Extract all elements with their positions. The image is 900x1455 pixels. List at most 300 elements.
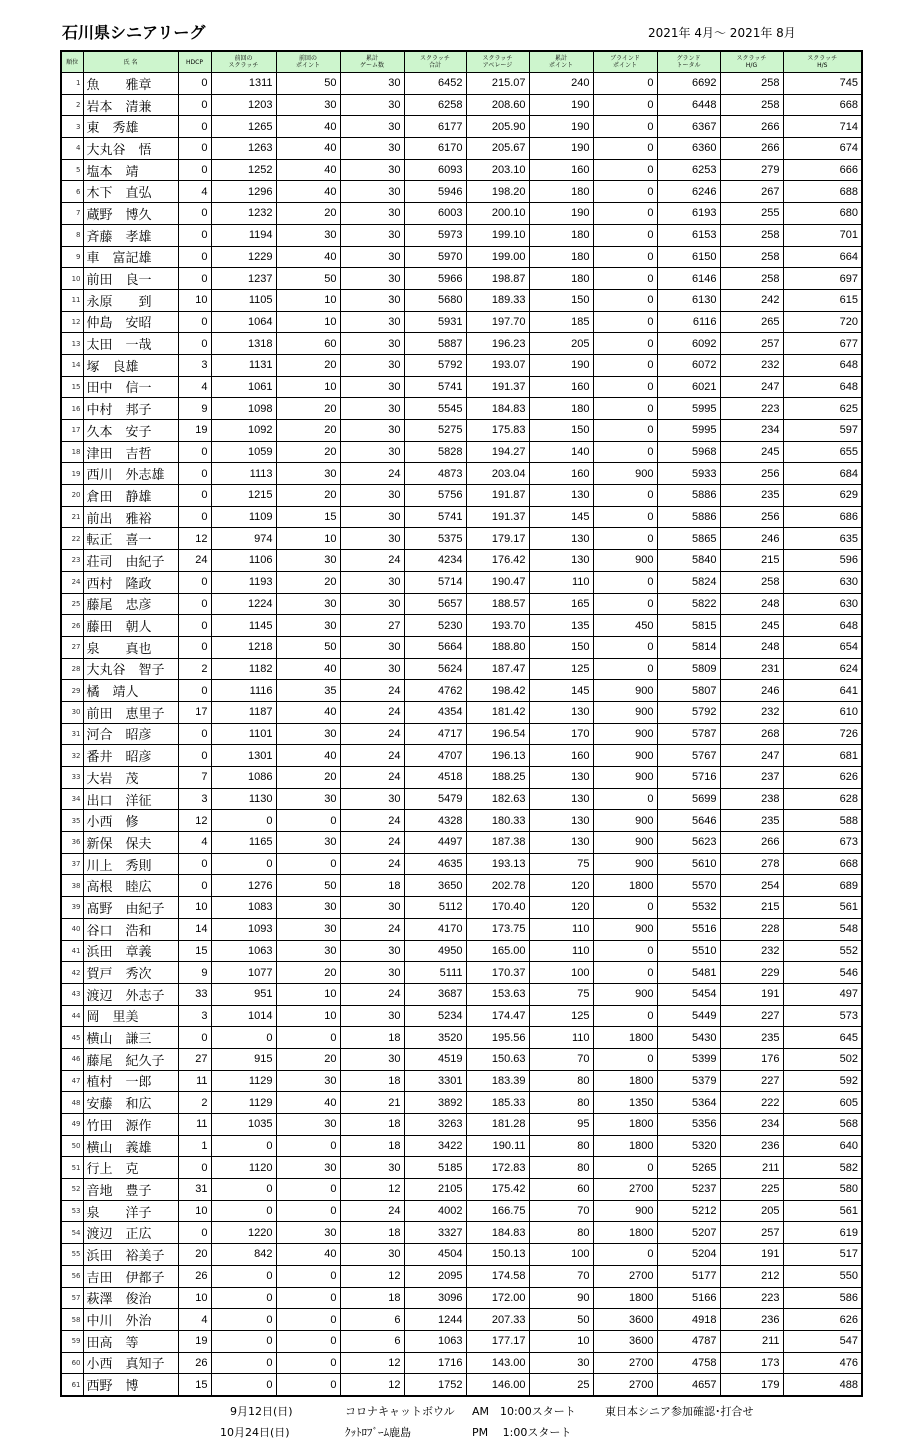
- cell-scratch-average: 208.60: [466, 94, 529, 116]
- table-row: [61, 962, 862, 984]
- cell-grand-total: 5320: [657, 1135, 720, 1157]
- cell-name: 蔵野 博久: [83, 203, 178, 225]
- cell-scratch-total: 6170: [404, 138, 466, 160]
- cell-games: 30: [340, 658, 404, 680]
- cell-scratch-total: 5657: [404, 593, 466, 615]
- cell-hdcp: 0: [178, 441, 211, 463]
- cell-blind-point: 0: [593, 94, 657, 116]
- cell-rank: 25: [61, 593, 83, 615]
- page-title: 石川県シニアリーグ: [62, 23, 206, 42]
- cell-point-total: 145: [529, 506, 593, 528]
- cell-scratch-average: 166.75: [466, 1200, 529, 1222]
- cell-blind-point: 0: [593, 224, 657, 246]
- cell-grand-total: 6150: [657, 246, 720, 268]
- cell-high-game: 245: [720, 441, 783, 463]
- cell-rank: 35: [61, 810, 83, 832]
- cell-point-total: 70: [529, 1265, 593, 1287]
- cell-high-series: 648: [783, 376, 862, 398]
- cell-prev-point: 20: [276, 1048, 340, 1070]
- cell-scratch-total: 4707: [404, 745, 466, 767]
- cell-games: 6: [340, 1330, 404, 1352]
- cell-games: 30: [340, 897, 404, 919]
- cell-point-total: 130: [529, 528, 593, 550]
- cell-point-total: 180: [529, 398, 593, 420]
- cell-games: 24: [340, 723, 404, 745]
- cell-games: 30: [340, 116, 404, 138]
- cell-scratch-average: 198.20: [466, 181, 529, 203]
- cell-hdcp: 0: [178, 463, 211, 485]
- cell-scratch-total: 4328: [404, 810, 466, 832]
- cell-prev-scratch: 1203: [211, 94, 276, 116]
- cell-prev-scratch: 1232: [211, 203, 276, 225]
- table-row: [61, 1222, 862, 1244]
- cell-prev-point: 30: [276, 94, 340, 116]
- table-row: [61, 940, 862, 962]
- cell-hdcp: 17: [178, 701, 211, 723]
- cell-scratch-average: 181.42: [466, 701, 529, 723]
- cell-name: 西野 博: [83, 1374, 178, 1396]
- cell-scratch-average: 172.00: [466, 1287, 529, 1309]
- cell-blind-point: 0: [593, 962, 657, 984]
- cell-scratch-average: 184.83: [466, 398, 529, 420]
- cell-games: 30: [340, 311, 404, 333]
- cell-scratch-average: 199.00: [466, 246, 529, 268]
- table-row: [61, 181, 862, 203]
- cell-hdcp: 0: [178, 224, 211, 246]
- cell-point-total: 100: [529, 962, 593, 984]
- cell-high-series: 497: [783, 983, 862, 1005]
- cell-name: 吉田 伊都子: [83, 1265, 178, 1287]
- cell-high-game: 191: [720, 1244, 783, 1266]
- cell-prev-scratch: 1093: [211, 918, 276, 940]
- cell-point-total: 150: [529, 420, 593, 442]
- cell-prev-point: 0: [276, 1200, 340, 1222]
- cell-point-total: 80: [529, 1135, 593, 1157]
- cell-prev-point: 40: [276, 701, 340, 723]
- cell-name: 田高 等: [83, 1330, 178, 1352]
- cell-scratch-average: 195.56: [466, 1027, 529, 1049]
- cell-prev-point: 30: [276, 1157, 340, 1179]
- cell-point-total: 190: [529, 138, 593, 160]
- cell-prev-point: 30: [276, 897, 340, 919]
- cell-rank: 46: [61, 1048, 83, 1070]
- table-row: [61, 658, 862, 680]
- cell-high-game: 232: [720, 354, 783, 376]
- cell-scratch-average: 188.57: [466, 593, 529, 615]
- cell-high-series: 626: [783, 1309, 862, 1331]
- cell-scratch-average: 150.63: [466, 1048, 529, 1070]
- cell-high-series: 502: [783, 1048, 862, 1070]
- cell-prev-scratch: 1296: [211, 181, 276, 203]
- cell-hdcp: 0: [178, 1157, 211, 1179]
- cell-games: 24: [340, 745, 404, 767]
- cell-hdcp: 7: [178, 767, 211, 789]
- cell-prev-scratch: 1120: [211, 1157, 276, 1179]
- table-row: [61, 1244, 862, 1266]
- cell-prev-point: 40: [276, 246, 340, 268]
- cell-name: 田中 信一: [83, 376, 178, 398]
- cell-scratch-total: 6003: [404, 203, 466, 225]
- table-row: [61, 615, 862, 637]
- cell-high-series: 592: [783, 1070, 862, 1092]
- cell-prev-scratch: 1224: [211, 593, 276, 615]
- cell-scratch-average: 174.47: [466, 1005, 529, 1027]
- cell-high-game: 173: [720, 1352, 783, 1374]
- cell-blind-point: 2700: [593, 1265, 657, 1287]
- cell-rank: 48: [61, 1092, 83, 1114]
- cell-scratch-average: 175.42: [466, 1179, 529, 1201]
- cell-high-series: 605: [783, 1092, 862, 1114]
- table-row: [61, 1330, 862, 1352]
- cell-scratch-average: 205.67: [466, 138, 529, 160]
- cell-high-game: 258: [720, 246, 783, 268]
- cell-grand-total: 4918: [657, 1309, 720, 1331]
- cell-prev-point: 40: [276, 1092, 340, 1114]
- cell-high-game: 258: [720, 571, 783, 593]
- cell-prev-point: 30: [276, 723, 340, 745]
- cell-prev-point: 20: [276, 767, 340, 789]
- cell-high-game: 211: [720, 1157, 783, 1179]
- table-row: [61, 875, 862, 897]
- cell-prev-scratch: 1113: [211, 463, 276, 485]
- cell-high-series: 745: [783, 73, 862, 95]
- cell-games: 30: [340, 485, 404, 507]
- cell-high-game: 266: [720, 832, 783, 854]
- cell-prev-scratch: 0: [211, 1135, 276, 1157]
- cell-hdcp: 3: [178, 1005, 211, 1027]
- cell-point-total: 110: [529, 571, 593, 593]
- cell-point-total: 60: [529, 1179, 593, 1201]
- cell-blind-point: 1800: [593, 1287, 657, 1309]
- cell-games: 30: [340, 376, 404, 398]
- cell-prev-scratch: 1229: [211, 246, 276, 268]
- cell-prev-point: 10: [276, 983, 340, 1005]
- cell-high-series: 677: [783, 333, 862, 355]
- cell-prev-scratch: 0: [211, 1374, 276, 1396]
- cell-high-series: 688: [783, 181, 862, 203]
- cell-scratch-average: 215.07: [466, 73, 529, 95]
- cell-scratch-total: 5111: [404, 962, 466, 984]
- cell-high-game: 234: [720, 1114, 783, 1136]
- cell-blind-point: 0: [593, 1005, 657, 1027]
- cell-prev-point: 30: [276, 940, 340, 962]
- cell-prev-scratch: 0: [211, 1352, 276, 1374]
- cell-high-game: 258: [720, 224, 783, 246]
- cell-rank: 27: [61, 636, 83, 658]
- cell-hdcp: 10: [178, 897, 211, 919]
- cell-scratch-total: 1063: [404, 1330, 466, 1352]
- cell-scratch-average: 172.83: [466, 1157, 529, 1179]
- cell-blind-point: 0: [593, 73, 657, 95]
- cell-name: 西村 隆政: [83, 571, 178, 593]
- cell-prev-scratch: 1083: [211, 897, 276, 919]
- cell-scratch-average: 193.07: [466, 354, 529, 376]
- cell-scratch-total: 5664: [404, 636, 466, 658]
- cell-scratch-total: 3327: [404, 1222, 466, 1244]
- cell-rank: 3: [61, 116, 83, 138]
- table-row: [61, 289, 862, 311]
- cell-point-total: 130: [529, 485, 593, 507]
- cell-blind-point: 0: [593, 138, 657, 160]
- cell-prev-point: 0: [276, 810, 340, 832]
- cell-games: 30: [340, 224, 404, 246]
- cell-hdcp: 31: [178, 1179, 211, 1201]
- cell-grand-total: 5809: [657, 658, 720, 680]
- cell-high-series: 561: [783, 897, 862, 919]
- cell-name: 転正 喜一: [83, 528, 178, 550]
- cell-high-game: 254: [720, 875, 783, 897]
- cell-point-total: 75: [529, 983, 593, 1005]
- cell-scratch-average: 194.27: [466, 441, 529, 463]
- cell-prev-scratch: 1182: [211, 658, 276, 680]
- cell-prev-scratch: 0: [211, 1265, 276, 1287]
- cell-point-total: 130: [529, 701, 593, 723]
- cell-prev-scratch: 1193: [211, 571, 276, 593]
- cell-grand-total: 5356: [657, 1114, 720, 1136]
- cell-games: 30: [340, 94, 404, 116]
- cell-hdcp: 0: [178, 1222, 211, 1244]
- cell-prev-scratch: 1237: [211, 268, 276, 290]
- cell-prev-point: 20: [276, 398, 340, 420]
- cell-games: 30: [340, 268, 404, 290]
- cell-rank: 51: [61, 1157, 83, 1179]
- cell-scratch-average: 196.13: [466, 745, 529, 767]
- table-row: [61, 1265, 862, 1287]
- cell-hdcp: 4: [178, 376, 211, 398]
- cell-scratch-total: 5275: [404, 420, 466, 442]
- cell-blind-point: 1800: [593, 875, 657, 897]
- cell-blind-point: 0: [593, 940, 657, 962]
- header-row: [61, 51, 862, 73]
- cell-name: 河合 昭彦: [83, 723, 178, 745]
- cell-blind-point: 0: [593, 1157, 657, 1179]
- cell-high-game: 255: [720, 203, 783, 225]
- cell-grand-total: 5865: [657, 528, 720, 550]
- cell-point-total: 75: [529, 853, 593, 875]
- cell-games: 24: [340, 550, 404, 572]
- cell-prev-point: 0: [276, 1027, 340, 1049]
- table-row: [61, 203, 862, 225]
- cell-high-series: 714: [783, 116, 862, 138]
- cell-prev-point: 40: [276, 658, 340, 680]
- cell-prev-point: 30: [276, 615, 340, 637]
- cell-prev-point: 30: [276, 463, 340, 485]
- cell-rank: 6: [61, 181, 83, 203]
- table-row: [61, 528, 862, 550]
- cell-blind-point: 0: [593, 333, 657, 355]
- cell-rank: 29: [61, 680, 83, 702]
- cell-high-game: 256: [720, 506, 783, 528]
- cell-name: 高根 睦広: [83, 875, 178, 897]
- cell-point-total: 185: [529, 311, 593, 333]
- cell-scratch-average: 153.63: [466, 983, 529, 1005]
- cell-rank: 16: [61, 398, 83, 420]
- cell-name: 久本 安子: [83, 420, 178, 442]
- cell-grand-total: 5265: [657, 1157, 720, 1179]
- cell-games: 30: [340, 1244, 404, 1266]
- cell-high-series: 626: [783, 767, 862, 789]
- cell-hdcp: 0: [178, 246, 211, 268]
- cell-games: 24: [340, 810, 404, 832]
- header-hdcp: HDCP: [178, 51, 211, 73]
- cell-grand-total: 6253: [657, 159, 720, 181]
- cell-high-series: 641: [783, 680, 862, 702]
- cell-name: 安藤 和広: [83, 1092, 178, 1114]
- header-high-game: スクラッチ H/G: [720, 51, 783, 73]
- cell-hdcp: 20: [178, 1244, 211, 1266]
- cell-hdcp: 0: [178, 853, 211, 875]
- cell-scratch-average: 193.70: [466, 615, 529, 637]
- cell-scratch-average: 191.37: [466, 506, 529, 528]
- cell-rank: 50: [61, 1135, 83, 1157]
- cell-blind-point: 900: [593, 832, 657, 854]
- cell-blind-point: 0: [593, 311, 657, 333]
- cell-high-series: 697: [783, 268, 862, 290]
- cell-point-total: 180: [529, 268, 593, 290]
- cell-name: 前田 良一: [83, 268, 178, 290]
- cell-scratch-total: 5185: [404, 1157, 466, 1179]
- cell-games: 24: [340, 463, 404, 485]
- cell-prev-scratch: 1035: [211, 1114, 276, 1136]
- table-row: [61, 376, 862, 398]
- cell-high-series: 476: [783, 1352, 862, 1374]
- cell-high-game: 246: [720, 528, 783, 550]
- table-row: [61, 138, 862, 160]
- cell-prev-point: 10: [276, 1005, 340, 1027]
- cell-name: 出口 洋征: [83, 788, 178, 810]
- cell-prev-scratch: 1014: [211, 1005, 276, 1027]
- cell-grand-total: 5364: [657, 1092, 720, 1114]
- cell-prev-point: 50: [276, 73, 340, 95]
- cell-games: 12: [340, 1179, 404, 1201]
- cell-point-total: 25: [529, 1374, 593, 1396]
- cell-name: 谷口 浩和: [83, 918, 178, 940]
- cell-point-total: 10: [529, 1330, 593, 1352]
- header-scratch-total: スクラッチ 合計: [404, 51, 466, 73]
- cell-name: 番井 昭彦: [83, 745, 178, 767]
- cell-hdcp: 10: [178, 1200, 211, 1222]
- cell-high-game: 242: [720, 289, 783, 311]
- cell-rank: 55: [61, 1244, 83, 1266]
- footer-date-2: 10月24日(日): [220, 1426, 290, 1439]
- cell-point-total: 190: [529, 203, 593, 225]
- cell-scratch-average: 193.13: [466, 853, 529, 875]
- cell-grand-total: 5430: [657, 1027, 720, 1049]
- cell-scratch-total: 4234: [404, 550, 466, 572]
- cell-scratch-total: 6452: [404, 73, 466, 95]
- cell-point-total: 160: [529, 376, 593, 398]
- cell-hdcp: 0: [178, 875, 211, 897]
- cell-blind-point: 0: [593, 289, 657, 311]
- cell-rank: 17: [61, 420, 83, 442]
- cell-rank: 8: [61, 224, 83, 246]
- cell-high-game: 235: [720, 1027, 783, 1049]
- cell-blind-point: 900: [593, 745, 657, 767]
- header-blind-point: ブラインド ポイント: [593, 51, 657, 73]
- cell-blind-point: 3600: [593, 1330, 657, 1352]
- cell-name: 永原 到: [83, 289, 178, 311]
- cell-high-series: 625: [783, 398, 862, 420]
- cell-high-series: 546: [783, 962, 862, 984]
- table-row: [61, 1200, 862, 1222]
- cell-point-total: 130: [529, 767, 593, 789]
- cell-blind-point: 3600: [593, 1309, 657, 1331]
- cell-scratch-average: 188.80: [466, 636, 529, 658]
- cell-blind-point: 2700: [593, 1352, 657, 1374]
- cell-hdcp: 24: [178, 550, 211, 572]
- cell-high-game: 248: [720, 636, 783, 658]
- cell-high-game: 238: [720, 788, 783, 810]
- cell-point-total: 100: [529, 1244, 593, 1266]
- cell-scratch-total: 4170: [404, 918, 466, 940]
- cell-hdcp: 0: [178, 268, 211, 290]
- cell-rank: 47: [61, 1070, 83, 1092]
- cell-scratch-total: 5946: [404, 181, 466, 203]
- cell-point-total: 180: [529, 224, 593, 246]
- cell-high-game: 256: [720, 463, 783, 485]
- cell-rank: 30: [61, 701, 83, 723]
- cell-hdcp: 12: [178, 810, 211, 832]
- cell-scratch-average: 188.25: [466, 767, 529, 789]
- cell-point-total: 180: [529, 181, 593, 203]
- cell-games: 30: [340, 441, 404, 463]
- cell-high-game: 229: [720, 962, 783, 984]
- cell-high-game: 179: [720, 1374, 783, 1396]
- cell-high-series: 597: [783, 420, 862, 442]
- cell-high-game: 266: [720, 116, 783, 138]
- cell-grand-total: 5177: [657, 1265, 720, 1287]
- table-row: [61, 853, 862, 875]
- cell-scratch-total: 4504: [404, 1244, 466, 1266]
- cell-games: 30: [340, 181, 404, 203]
- cell-scratch-average: 176.42: [466, 550, 529, 572]
- cell-scratch-average: 196.23: [466, 333, 529, 355]
- cell-name: 木下 直弘: [83, 181, 178, 203]
- cell-prev-point: 40: [276, 181, 340, 203]
- cell-hdcp: 0: [178, 73, 211, 95]
- cell-rank: 41: [61, 940, 83, 962]
- cell-scratch-average: 189.33: [466, 289, 529, 311]
- cell-hdcp: 27: [178, 1048, 211, 1070]
- cell-high-series: 654: [783, 636, 862, 658]
- cell-high-game: 247: [720, 745, 783, 767]
- cell-rank: 56: [61, 1265, 83, 1287]
- table-row: [61, 918, 862, 940]
- cell-prev-point: 35: [276, 680, 340, 702]
- cell-grand-total: 4758: [657, 1352, 720, 1374]
- cell-point-total: 180: [529, 246, 593, 268]
- cell-name: 倉田 静雄: [83, 485, 178, 507]
- cell-high-game: 247: [720, 376, 783, 398]
- cell-blind-point: 0: [593, 181, 657, 203]
- cell-rank: 58: [61, 1309, 83, 1331]
- cell-hdcp: 0: [178, 745, 211, 767]
- cell-point-total: 165: [529, 593, 593, 615]
- cell-name: 小西 真知子: [83, 1352, 178, 1374]
- cell-prev-point: 30: [276, 550, 340, 572]
- cell-blind-point: 0: [593, 376, 657, 398]
- cell-scratch-average: 198.42: [466, 680, 529, 702]
- cell-prev-scratch: 1077: [211, 962, 276, 984]
- cell-prev-scratch: 915: [211, 1048, 276, 1070]
- cell-high-series: 630: [783, 571, 862, 593]
- cell-high-series: 689: [783, 875, 862, 897]
- cell-point-total: 80: [529, 1092, 593, 1114]
- cell-prev-point: 30: [276, 1114, 340, 1136]
- table-row: [61, 593, 862, 615]
- cell-prev-point: 40: [276, 1244, 340, 1266]
- cell-blind-point: 0: [593, 506, 657, 528]
